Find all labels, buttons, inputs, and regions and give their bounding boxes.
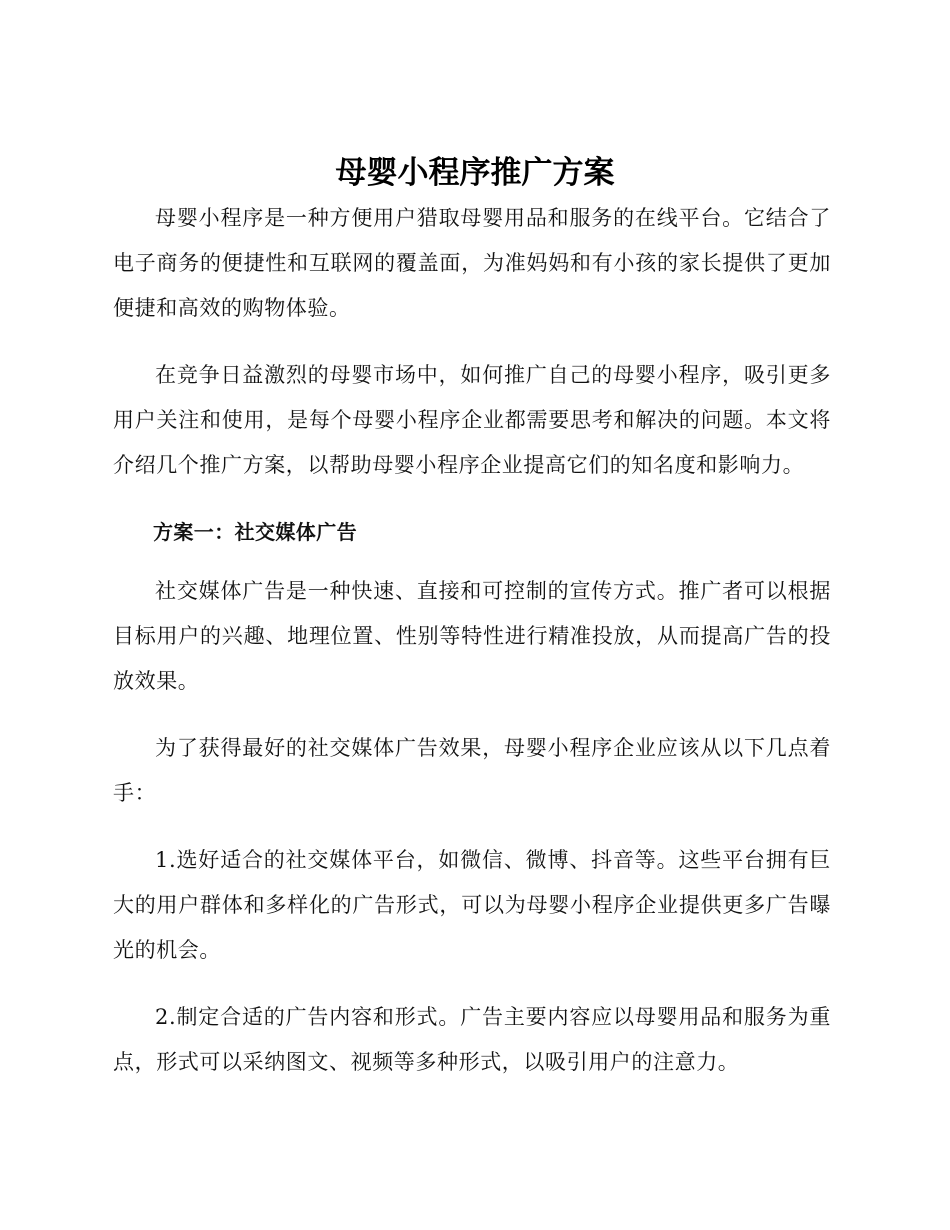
- list-item-1: 1.选好适合的社交媒体平台，如微信、微博、抖音等。这些平台拥有巨大的用户群体和多样化的广告形式，可以为母婴小程序企业提供更多广告曝光的机会。: [113, 848, 831, 962]
- list-item-2: 2.制定合适的广告内容和形式。广告主要内容应以母婴用品和服务为重点，形式可以采纳图文、视频等多种形式，以吸引用户的注意力。: [113, 1005, 831, 1074]
- intro-paragraph-2: 在竞争日益激烈的母婴市场中，如何推广自己的母婴小程序，吸引更多用户关注和使用，是每个母婴小程序企业都需要思考和解决的问题。本文将介绍几个推广方案，以帮助母婴小程序企业提高它们的知名度和影响力。: [113, 363, 831, 477]
- intro-paragraph-1: 母婴小程序是一种方便用户猎取母婴用品和服务的在线平台。它结合了电子商务的便捷性和互联网的覆盖面，为准妈妈和有小孩的家长提供了更加便捷和高效的购物体验。: [113, 206, 831, 320]
- section-heading: 方案一：社交媒体广告: [153, 520, 357, 544]
- document-body: [113, 196, 831, 1107]
- section-paragraph-2: 为了获得最好的社交媒体广告效果，母婴小程序企业应该从以下几点着手：: [113, 736, 831, 805]
- section-paragraph-1: 社交媒体广告是一种快速、直接和可控制的宣传方式。推广者可以根据目标用户的兴趣、地理位置、性别等特性进行精准投放，从而提高广告的投放效果。: [113, 579, 831, 693]
- document-title: 母婴小程序推广方案: [335, 155, 615, 191]
